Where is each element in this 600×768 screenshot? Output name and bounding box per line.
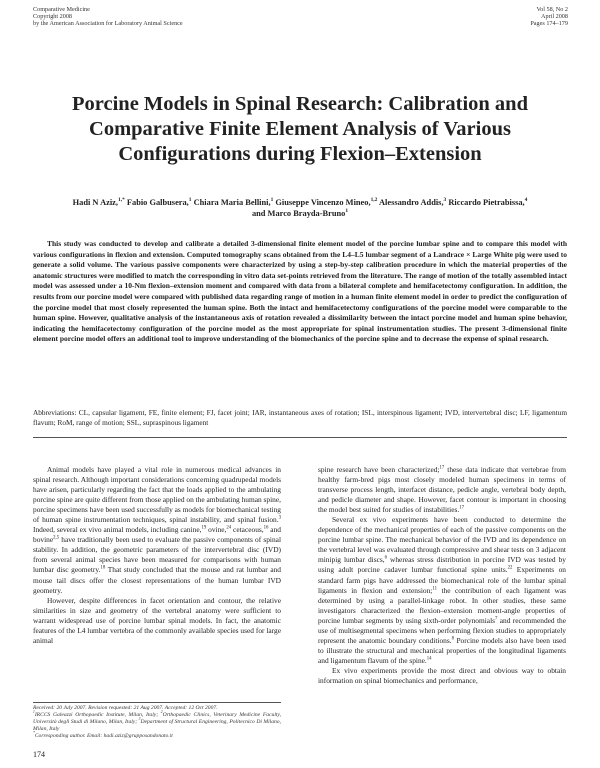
affiliations: $^1$IRCCS Galeazzi Orthopaedic Institute, Milan, Italy; $^2$Orthopaedic Clinics, Veterinary Medicine Faculty, Università degli Studi di Milano, Milan, Italy; $^3$Department of Structural Engineering, Politecnico Di Milano, Milan, Italy <box>33 710 281 732</box>
title-line: Configurations during Flexion–Extension <box>118 143 482 165</box>
publisher-line: by the American Association for Laboratory Animal Science <box>33 20 183 28</box>
journal-name: Comparative Medicine <box>33 6 90 13</box>
abstract-text: This study was conducted to develop and calibrate a detailed 3-dimensional finite element model of the porcine lumbar spine and to compare this model with various configurations in flexion and extension. Computed tomography scans obtained from the L4–L5 lumbar segment of a Landrace × Large White pig were used to generate a solid volume. The various passive components were characterized by using a step-by-step calibration procedure in which the material properties of the anatomic structures were modified to match the corresponding in vitro data set-points retrieved from the literature. The range of motion of the totally assembled intact model was assessed under a 10-Nm flexion–extension moment and compared with data from a bilateral complete and hemifacetectomy configuration. In addition, the results from our porcine model were compared with published data regarding range of motion in a human finite element model in order to predict the configuration of the porcine model that most closely represented the human spine. Both the intact and hemifacetectomy configurations of the porcine model were comparable to the human spine. However, qualitative analysis of the instantaneous axis of rotation revealed a dissimilarity between the intact porcine model and human spine behavior, indicating the hemifacetectomy configuration of the porcine model as the most appropriate for spinal instrumentation studies. The present 3-dimensional finite element porcine model offers an additional tool to improve understanding of the biomechanics of the porcine spine and to decrease the expense of spinal research. <box>33 239 567 344</box>
body-column-right <box>318 465 566 686</box>
author-line: Hadi N Aziz,$^{1,*}$ Fabio Galbusera,$^1$ Chiara Maria Bellini,$^1$ Giuseppe Vincenzo Mineo,$^{1,2}$ Alessandro Addis,$^3$ Riccardo Pietrabissa,$^4$ <box>72 197 528 207</box>
body-paragraph: However, despite differences in facet orientation and contour, the relative similarities in size and geometry of the vertebral anatomy were sufficient to warrant widespread use of porcine lumbar spinal models. In fact, the anatomic features of the L4 lumbar vertebra of the commonly available species used for large animal <box>33 595 281 645</box>
body-paragraph: Several ex vivo experiments have been conducted to determine the dependence of the mechanical properties of each of the passive components on the porcine lumbar spine. The mechanical behavior of the IVD and its dependence on the vertebral level was evaluated through compressive and shear tests on 3 adjacent minipig lumbar discs,$^6$ whereas stress distribution in porcine IVD was tested by using adult porcine cadaver lumbar functional spine units.$^{22}$ Experiments on standard farm pigs have addressed the biomechanical role of the lumbar spinal ligaments in flexion and extension;$^{11}$ the contribution of each ligament was determined by using a parallel-linkage robot. In other studies, these same investigators characterized the flexion–extension moment-angle properties of porcine lumbar segments by using sixth-order polynomials$^7$ and recommended the use of multisegmental specimens when performing flexion studies to appropriately represent the anatomic boundary conditions.$^8$ Porcine models also have been used to illustrate the structural and mechanical properties of the longitudinal ligaments and ligamentum flavum of the spine.$^{14}$ <box>318 515 567 665</box>
title-line: Comparative Finite Element Analysis of Various <box>89 118 511 140</box>
footnote-divider <box>33 702 281 703</box>
body-paragraph: Animal models have played a vital role in numerous medical advances in spinal research. Although important considerations concerning quadrupedal models have arisen, particularly regarding the fact that the loads applied to the ambulating porcine spine are quite different from those applied on the ambulating human spine, porcine specimens have been used successfully as models for biomechanical testing of human spine instrumentation techniques, spinal instability, and spinal fusion.$^3$ Indeed, several ex vivo animal models, including canine,$^{19}$ ovine,$^{24}$ cetaceous,$^{16}$ and bovine$^{2,5}$ have traditionally been used to evaluate the passive components of spinal stability. In addition, the geometric parameters of the intervertebral disc (IVD) from several animal species have been measured for comparisons with human lumbar disc geometry.$^{18}$ That study concluded that the mouse and rat lumbar and mouse tail discs offer the closest representations of the human lumbar IVD geometry. <box>33 465 281 595</box>
page-range: Pages 174–179 <box>530 20 568 28</box>
corresponding-author: *Corresponding author. Email: hadi.aziz@grupposandonato.it <box>33 730 173 739</box>
footnotes <box>33 705 281 740</box>
title-line: Porcine Models in Spinal Research: Calibration and <box>72 93 528 115</box>
issue-date: April 2008 <box>541 13 568 21</box>
article-title <box>30 92 570 167</box>
body-paragraph: spine research have been characterized;$^{17}$ these data indicate that vertebrae from healthy farm-bred pigs most closely modeled human specimens in terms of transverse process length, interfacet distance, pedicle angle, vertebral body depth, and pedicle diameter and shape. However, facet contour is important in choosing the model best suited for studies of instabilities.$^{17}$ <box>318 465 566 515</box>
page-number: 174 <box>33 750 45 759</box>
copyright-line: Copyright 2008 <box>33 13 73 21</box>
body-column-left <box>33 465 281 646</box>
received-dates: Received: 20 July 2007. Revision requested: 21 Aug 2007. Accepted: 12 Oct 2007. <box>33 705 218 711</box>
journal-header-left <box>33 6 183 28</box>
section-divider <box>33 437 567 438</box>
journal-header-right <box>530 6 568 28</box>
author-list <box>40 197 560 219</box>
body-paragraph: Ex vivo experiments provide the most direct and obvious way to obtain information on spinal biomechanics and performance, <box>318 665 566 685</box>
abbreviations: Abbreviations: CL, capsular ligament, FE, finite element; FJ, facet joint; IAR, instantaneous axes of rotation; ISL, interspinous ligament; IVD, intervertebral disc; LF, ligamentum flavum; RoM, range of motion; SSL, supraspinous ligament <box>33 408 567 428</box>
abstract <box>33 239 567 345</box>
volume-issue: Vol 58, No 2 <box>536 6 568 13</box>
author-line: and Marco Brayda-Bruno$^1$ <box>251 208 349 218</box>
